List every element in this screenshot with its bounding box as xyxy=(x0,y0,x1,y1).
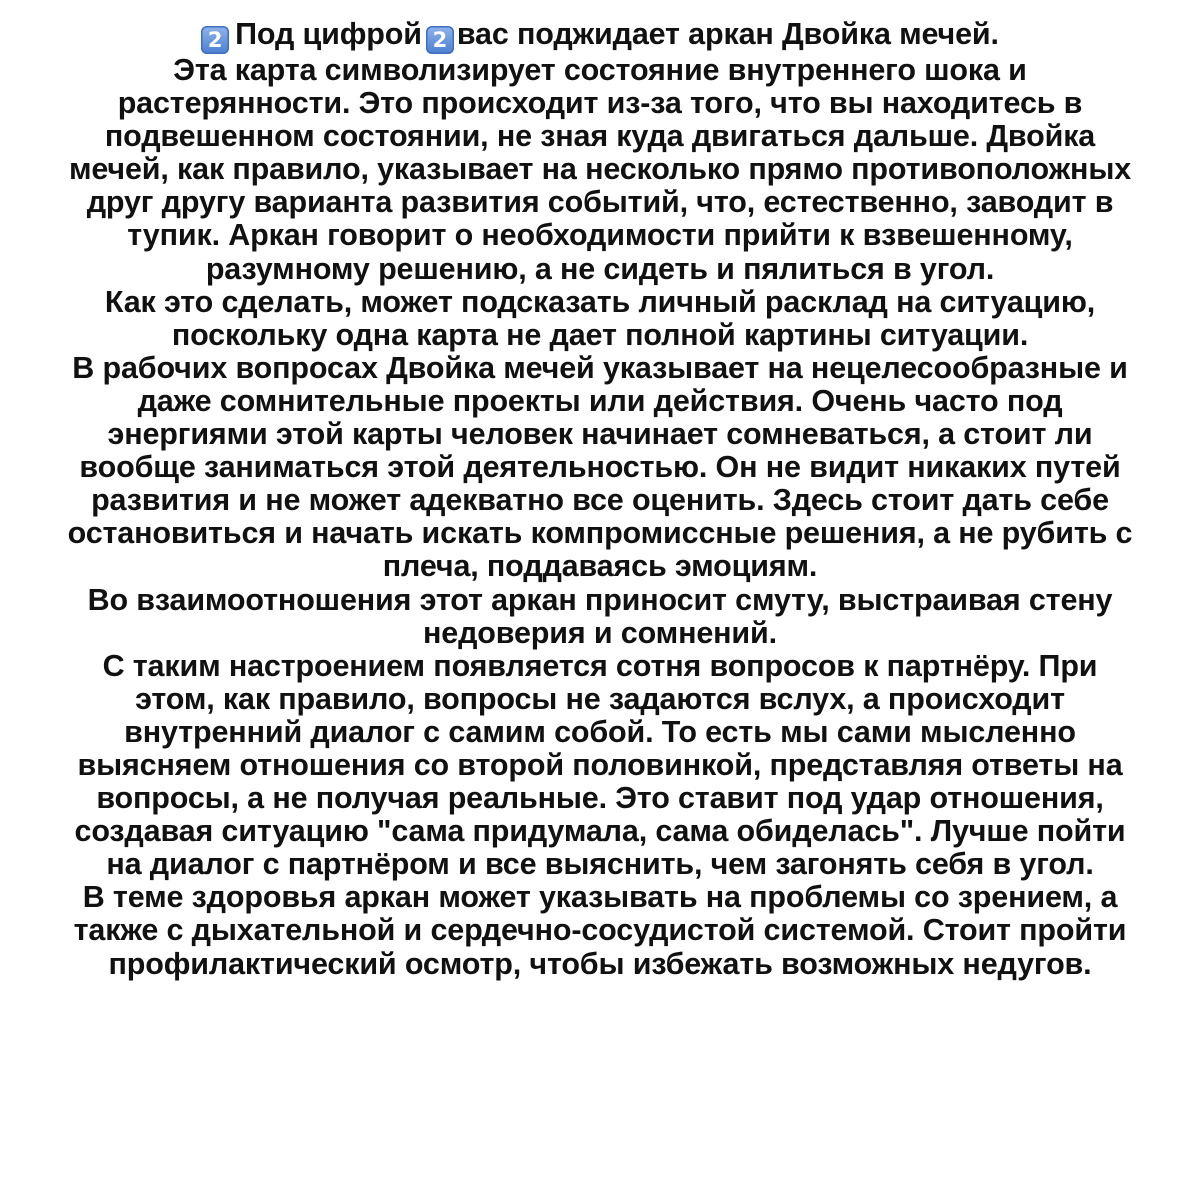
keycap-digit-two-icon: 2 xyxy=(201,26,229,54)
paragraph-advice: Как это сделать, может подсказать личный расклад на ситуацию, поскольку одна карта не дает полной картины ситуации. xyxy=(104,284,1096,352)
keycap-digit-two-icon: 2 xyxy=(426,26,454,54)
intro-paragraph xyxy=(64,18,1136,286)
intro-rest: Эта карта символизирует состояние внутреннего шока и растерянности. Это происходит из-за того, что вы находитесь в подвешенном состоянии, не зная куда двигаться дальше. Двойка мечей, как правило, указывает на несколько прямо противоположных друг другу варианта развития событий, что, естественно, заводит в тупик. Аркан говорит о необходимости прийти к взвешенному, разумному решению, а не сидеть и пялиться в угол. xyxy=(68,53,1132,286)
paragraph-partner: С таким настроением появляется сотня вопросов к партнёру. При этом, как правило, вопросы не задаются вслух, а происходит внутренний диалог с самим собой. То есть мы сами мысленно выясняем отношения со второй половинкой, представляя ответы на вопросы, а не получая реальные. Это ставит под удар отношения, создавая ситуацию "сама придумала, сама обиделась". Лучше пойти на диалог с партнёром и все выяснить, чем загонять себя в угол. xyxy=(74,648,1126,882)
intro-part-1: Под цифрой xyxy=(235,17,422,51)
paragraph-work: В рабочих вопросах Двойка мечей указывает на нецелесообразные и даже сомнительные проекты или действия. Очень часто под энергиями этой карты человек начинает сомневаться, а стоит ли вообще заниматься этой деятельностью. Он не видит никаких путей развития и не может адекватно все оценить. Здесь стоит дать себе остановиться и начать искать компромиссные решения, а не рубить с плеча, поддаваясь эмоциям. xyxy=(67,350,1133,584)
paragraph-health: В теме здоровья аркан может указывать на проблемы со зрением, а также с дыхательной и сердечно-сосудистой системой. Стоит пройти профилактический осмотр, чтобы избежать возможных недугов. xyxy=(73,880,1127,981)
paragraph-relationships: Во взаимоотношения этот аркан приносит смуту, выстраивая стену недоверия и сомнений. xyxy=(87,582,1113,650)
intro-part-2: вас поджидает аркан Двойка мечей. xyxy=(456,17,999,51)
article-text xyxy=(64,18,1136,981)
